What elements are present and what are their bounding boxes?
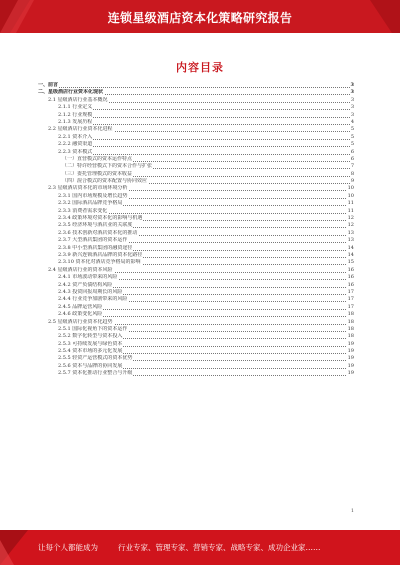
toc-entry-page: 19 [347,370,354,377]
toc-leader-dots [58,146,354,147]
toc-entry-page: 3 [350,89,354,96]
toc-entry-page: 17 [347,296,354,303]
toc-entry[interactable] [38,222,354,229]
toc-entry-title: 2.3 星级酒店资本化的市场环境分析 [48,185,128,192]
toc-entry[interactable] [38,245,354,252]
toc-entry-title: 2.5.6 资本与品牌的协同发展 [58,362,123,369]
toc-leader-dots [58,124,354,125]
toc-entry[interactable] [38,333,354,340]
toc-entry-page: 3 [350,96,354,103]
toc-entry-title: 一、前言 [38,82,59,88]
toc-entry[interactable] [38,141,354,148]
toc-entry-page: 3 [350,104,354,111]
toc-entry-page: 9 [350,178,354,185]
toc-entry-page: 4 [350,118,354,125]
toc-entry-title: 2.3.9 新兴连锁酒店品牌的资本化路径 [58,251,143,258]
toc-entry[interactable] [38,348,354,355]
toc-entry-title: 2.1 星级酒店行业基本概况 [48,96,108,103]
toc-entry[interactable] [38,237,354,244]
toc-entry-title: 2.3.4 政策环境对资本化的影响与机遇 [58,215,143,222]
toc-entry-page: 5 [350,126,354,133]
toc-entry[interactable] [38,171,354,178]
footer-roles: 行业专家、管理专家、营销专家、战略专家、成功企业家…… [118,543,321,552]
toc-entry-title: 2.3.7 大型酒店集团的资本运作 [58,237,128,244]
toc-entry-page: 19 [347,355,354,362]
toc-entry-title: （三）委托管理模式的资本收益 [62,170,133,177]
toc-entry-title: 2.5.2 数字化转型与资本投入 [58,333,123,340]
toc-entry-title: 2.1.2 行业规模 [58,111,93,118]
toc-entry-page: 15 [347,259,354,266]
toc-entry-page: 7 [350,163,354,170]
toc-entry-page: 3 [350,82,354,88]
toc-leader-dots [38,87,354,88]
toc-entry-title: 2.2.2 融资渠道 [58,141,93,148]
toc-entry-page: 10 [347,192,354,199]
toc-entry-page: 16 [347,266,354,273]
toc-entry-title: 二、星级酒店行业资本化现状 [38,89,104,96]
toc-entry[interactable] [38,134,354,141]
toc-entry[interactable] [38,267,354,274]
toc-entry[interactable] [38,296,354,303]
toc-entry[interactable] [38,274,354,281]
toc-entry[interactable] [38,304,354,311]
toc-entry[interactable] [38,341,354,348]
toc-entry-page: 14 [347,251,354,258]
toc-entry-page: 17 [347,288,354,295]
toc-entry-title: 2.4.3 投资回报周期长的风险 [58,288,123,295]
toc-entry[interactable] [38,311,354,318]
toc-entry-page: 14 [347,244,354,251]
toc-entry[interactable] [38,259,354,266]
toc-entry[interactable] [38,200,354,207]
toc-entry[interactable] [38,208,354,215]
toc-leader-dots [58,139,354,140]
toc-entry-page: 13 [347,237,354,244]
toc-entry[interactable] [38,282,354,289]
toc-entry[interactable] [38,370,354,377]
toc-entry[interactable] [38,185,354,192]
toc-entry-page: 8 [350,170,354,177]
toc-entry-page: 19 [347,348,354,355]
toc-entry-title: （二）特许经营模式下的资本合作与扩张 [62,163,153,170]
toc-heading: 内容目录 [176,61,224,74]
toc-leader-dots [58,154,354,155]
toc-leader-dots [58,109,354,110]
toc-entry-title: 2.5.7 资本化推动行业整合与升级 [58,370,133,377]
footer-banner [0,530,400,565]
toc-entry-page: 5 [350,141,354,148]
page-number: 1 [350,508,354,514]
toc-entry-title: 2.2 星级酒店行业资本化进程 [48,126,113,133]
toc-entry-page: 11 [347,200,354,207]
toc-entry-title: 2.4.2 资产负债结构风险 [58,281,113,288]
toc-entry-page: 5 [350,133,354,140]
toc-entry-page: 16 [347,281,354,288]
toc-entry-page: 19 [347,340,354,347]
toc-entry[interactable] [38,178,354,185]
toc-entry[interactable] [38,289,354,296]
toc-entry[interactable] [38,193,354,200]
header-banner [0,0,400,33]
toc-entry[interactable] [38,119,354,126]
toc-entry-title: 2.5.3 可持续发展与绿色资本 [58,340,123,347]
toc-entry[interactable] [38,163,354,170]
toc-leader-dots [58,117,354,118]
toc-entry-page: 18 [347,318,354,325]
toc-entry-page: 13 [347,229,354,236]
toc-entry[interactable] [38,149,354,156]
toc-entry[interactable] [38,363,354,370]
toc-entry-title: 2.4.4 行业竞争加剧带来的风险 [58,296,128,303]
toc-entry-title: 2.5.4 资本市场的多元化发展 [58,348,123,355]
toc-entry-title: 2.3.3 消费者需求变化 [58,207,108,214]
toc-entry[interactable] [38,89,354,96]
toc-entry-title: 2.3.5 经济环境与酒店业的关联度 [58,222,133,229]
toc-entry-title: 2.2.3 资本模式 [58,148,93,155]
toc-entry-title: 2.4.1 市场波动带来的风险 [58,274,118,281]
toc-entry-title: 2.5.5 轻资产运营模式的资本优势 [58,355,133,362]
toc-entry-page: 18 [347,325,354,332]
toc-entry-title: 2.4.6 政策变化风险 [58,311,103,318]
toc-entry-page: 16 [347,274,354,281]
toc-entry[interactable] [38,104,354,111]
toc-entry-title: 2.3.8 中小型酒店集团的融资途径 [58,244,133,251]
toc-entry[interactable] [38,355,354,362]
toc-entry-title: 2.2.1 资本介入 [58,133,93,140]
toc-entry[interactable] [38,230,354,237]
toc-entry-title: 2.3.2 国际酒店品牌竞争格局 [58,200,123,207]
toc-entry-title: 2.1.3 发展历程 [58,118,93,125]
toc-entry-title: （一）直营模式的资本运作特点 [62,155,133,162]
toc-entry-page: 3 [350,111,354,118]
toc-entry[interactable] [38,215,354,222]
toc-entry-page: 17 [347,303,354,310]
toc-entry-title: 2.3.1 国内市场规模及增长趋势 [58,192,128,199]
toc-entry-title: 2.5 星级酒店行业资本化趋势 [48,318,113,325]
toc-entry[interactable] [38,326,354,333]
toc-entry[interactable] [38,156,354,163]
toc-entry-title: 2.4.5 品牌运营风险 [58,303,103,310]
footer-slogan: 让每个人都能成为 [38,543,98,552]
table-of-contents [38,82,354,378]
toc-entry-title: 2.4 星级酒店行业的资本风险 [48,266,113,273]
toc-entry-page: 6 [350,148,354,155]
toc-entry-page: 11 [347,207,354,214]
toc-entry-page: 18 [347,333,354,340]
toc-entry[interactable] [38,97,354,104]
toc-entry[interactable] [38,319,354,326]
toc-entry-page: 12 [347,222,354,229]
toc-entry[interactable] [38,112,354,119]
toc-entry-page: 6 [350,155,354,162]
toc-entry-page: 19 [347,362,354,369]
toc-entry-page: 18 [347,311,354,318]
toc-entry-title: 2.1.1 行业定义 [58,104,93,111]
toc-entry-title: （四）混合模式的资本配置与协同效应 [62,178,148,185]
toc-entry[interactable] [38,252,354,259]
toc-entry[interactable] [38,126,354,133]
toc-entry-page: 10 [347,185,354,192]
toc-entry-page: 12 [347,215,354,222]
toc-entry-title: 2.3.6 技术创新对酒店资本化的推动 [58,229,138,236]
report-title: 连锁星级酒店资本化策略研究报告 [107,11,293,25]
toc-entry-title: 2.3.10 资本化对酒店竞争格局的影响 [58,259,141,266]
toc-entry[interactable] [38,82,354,89]
toc-entry-title: 2.5.1 国际化视角下的资本运作 [58,325,128,332]
